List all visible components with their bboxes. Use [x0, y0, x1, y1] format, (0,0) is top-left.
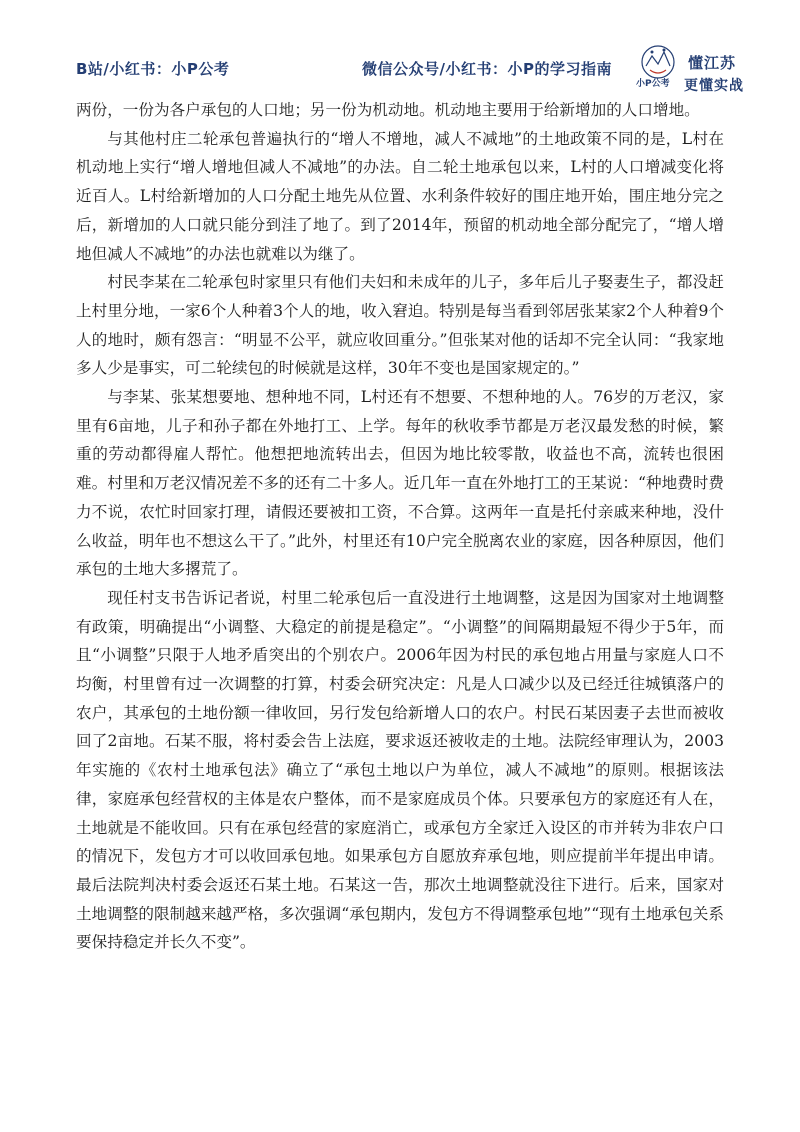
paragraph-continued: 两份，一份为各户承包的人口地；另一份为机动地。机动地主要用于给新增加的人口增地。 — [76, 101, 700, 119]
paragraph: 村民李某在二轮承包时家里只有他们夫妇和未成年的儿子，多年后儿子娶妻生子，都没赶上村里分地，一家6个人种着3个人的地，收入窘迫。特别是每当看到邻居张某家2个人种着9个人的地时，颇有怨言：“明显不公平，就应收回重分。”但张某对他的话却不完全认同：“我家地多人少是事实，可二轮续包的时候就是这样，30年不变也是国家规定的。” — [76, 273, 724, 378]
slogan-line-2: 更懂实战 — [684, 78, 744, 94]
page-header — [0, 0, 800, 96]
document-body — [76, 96, 724, 957]
slogan-line-1: 懂江苏 — [688, 54, 737, 72]
header-bilibili-xiaohongshu: B站/小红书：小P公考 — [76, 60, 230, 78]
paragraph: 与李某、张某想要地、想种地不同，L村还有不想要、不想种地的人。76岁的万老汉，家里有6亩地，儿子和孙子都在外地打工、上学。每年的秋收季节都是万老汉最发愁的时候，繁重的劳动都得雇人帮忙。他想把地流转出去，但因为地比较零散，收益也不高，流转也很困难。村里和万老汉情况差不多的还有二十多人。近几年一直在外地打工的王某说：“种地费时费力不说，农忙时回家打理，请假还要被扣工资，不合算。这两年一直是托付亲戚来种地，没什么收益，明年也不想这么干了。”此外，村里还有10户完全脱离农业的家庭，因各种原因，他们承包的土地大多撂荒了。 — [76, 388, 724, 579]
paragraph: 与其他村庄二轮承包普遍执行的“增人不增地，减人不减地”的土地政策不同的是，L村在机动地上实行“增人增地但减人不减地”的办法。自二轮土地承包以来，L村的人口增减变化将近百人。L村给新增加的人口分配土地先从位置、水利条件较好的围庄地开始，围庄地分完之后，新增加的人口就只能分到洼了地了。到了2014年，预留的机动地全部分配完了，“增人增地但减人不减地”的办法也就难以为继了。 — [76, 129, 724, 263]
header-wechat-account: 微信公众号/小红书：小P的学习指南 — [362, 60, 612, 78]
paragraph: 现任村支书告诉记者说，村里二轮承包后一直没进行土地调整，这是因为国家对土地调整有政策，明确提出“小调整、大稳定的前提是稳定”。“小调整”的间隔期最短不得少于5年，而且“小调整”只限于人地矛盾突出的个别农户。2006年因为村民的承包地占用量与家庭人口不均衡，村里曾有过一次调整的打算，村委会研究决定：凡是人口减少以及已经迁往城镇落户的农户，其承包的土地份额一律收回，另行发包给新增人口的农户。村民石某因妻子去世而被收回了2亩地。石某不服，将村委会告上法庭，要求返还被收走的土地。法院经审理认为，2003年实施的《农村土地承包法》确立了“承包土地以户为单位，减人不减地”的原则。根据该法律，家庭承包经营权的主体是农户整体，而不是家庭成员个体。只要承包方的家庭还有人在，土地就是不能收回。只有在承包经营的家庭消亡，或承包方全家迁入设区的市并转为非农户口的情况下，发包方才可以收回承包地。如果承包方自愿放弃承包地，则应提前半年提出申请。最后法院判决村委会返还石某土地。石某这一告，那次土地调整就没往下进行。后来，国家对土地调整的限制越来越严格，多次强调“承包期内，发包方不得调整承包地”“现有土地承包关系要保持稳定并长久不变”。 — [76, 588, 724, 952]
brand-logo-text: 小P公考 — [636, 79, 670, 89]
